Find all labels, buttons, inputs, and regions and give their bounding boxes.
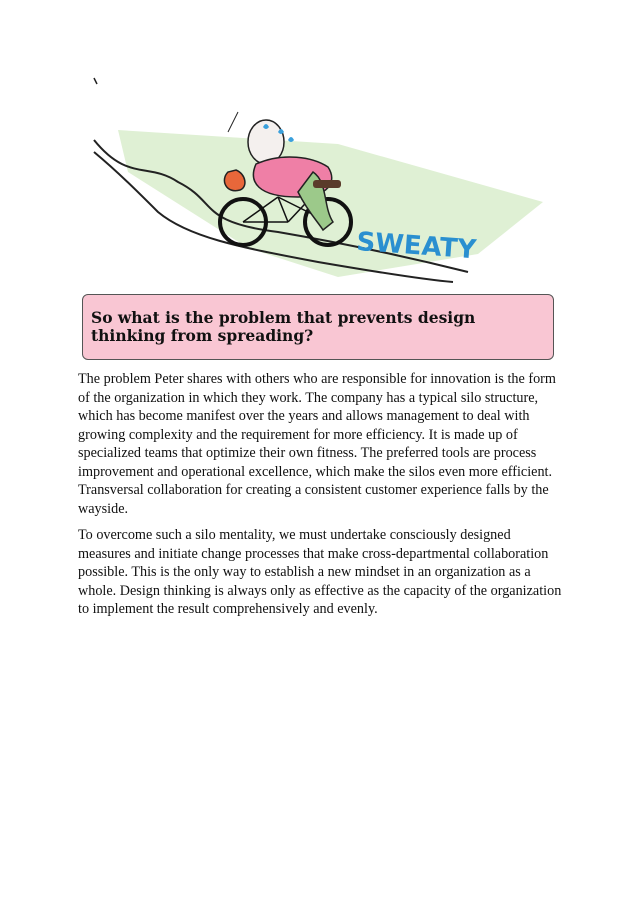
sweaty-cyclist-drawing: [88, 72, 548, 287]
cyclist-illustration: [88, 72, 548, 287]
ground-shape: [118, 130, 543, 277]
bike-seat: [313, 180, 341, 188]
body-text: [78, 370, 563, 627]
paragraph-2: To overcome such a silo mentality, we must undertake consciously designed measures and initiate change processes that make cross-departmental collaboration possible. This is the only way to establish a new mindset in an organization as a whole. Design thinking is always only as effective as the capacity of the organization to implement the result comprehensively and evenly.: [78, 527, 562, 617]
question-callout: [82, 294, 554, 360]
sweaty-label: SWEATY: [355, 227, 478, 266]
callout-heading: So what is the problem that prevents design thinking from spreading?: [91, 308, 476, 345]
rider-bag: [224, 170, 245, 191]
paragraph-1: The problem Peter shares with others who are responsible for innovation is the form of the organization in which they work. The company has a typical silo structure, which has become manifest over the years and allows management to deal with growing complexity and the requirement for more efficiency. It is made up of specialized teams that optimize their own fitness. The preferred tools are process improvement and operational excellence, which make the silos even more efficient. Transversal collaboration for creating a consistent customer experience falls by the wayside.: [78, 371, 556, 517]
